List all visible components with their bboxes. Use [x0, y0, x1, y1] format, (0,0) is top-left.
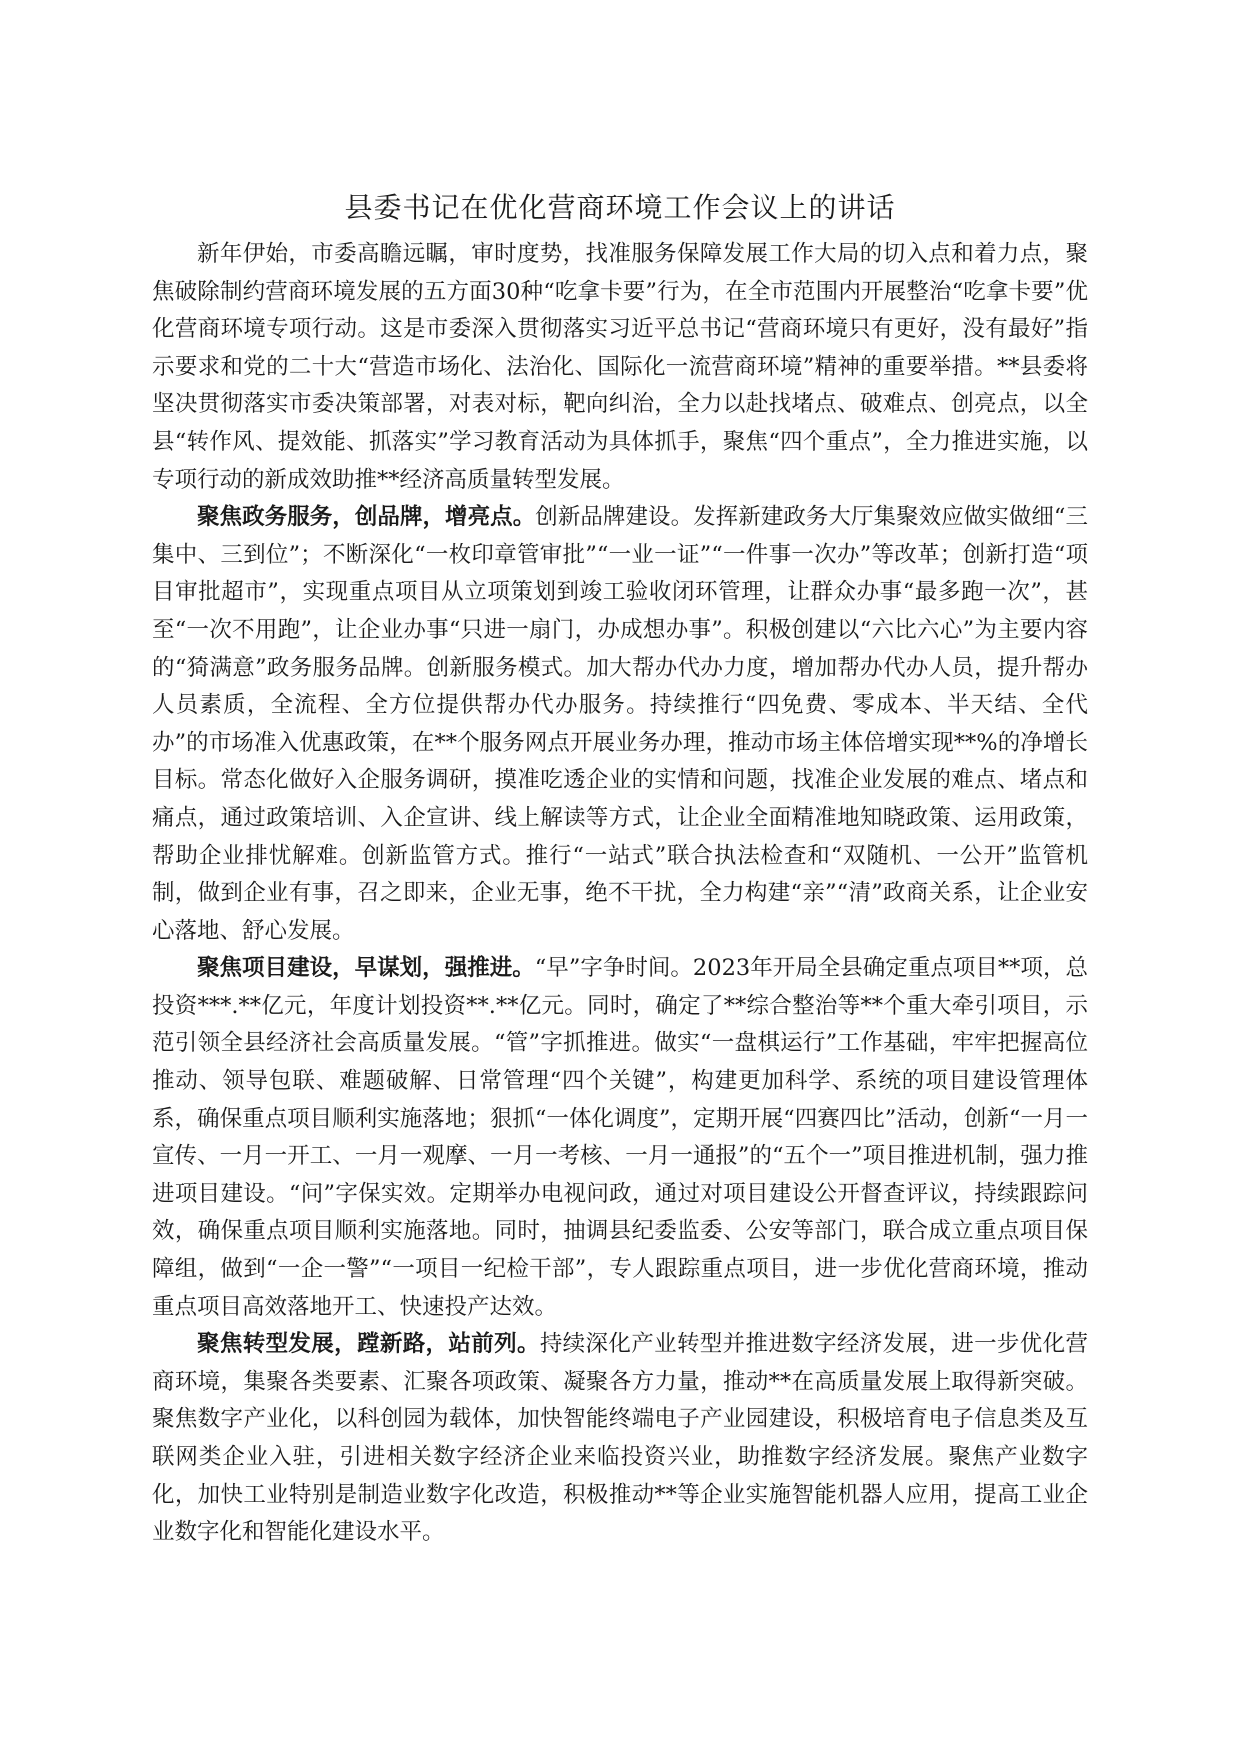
paragraph-government-services [152, 499, 1088, 950]
paragraph-project-construction [152, 950, 1088, 1326]
document-title: 县委书记在优化营商环境工作会议上的讲话 [344, 191, 896, 224]
paragraph-text: 新年伊始，市委高瞻远瞩，审时度势，找准服务保障发展工作大局的切入点和着力点，聚焦破除制约营商环境发展的五方面30种“吃拿卡要”行为，在全市范围内开展整治“吃拿卡要”优化营商环境专项行动。这是市委深入贯彻落实习近平总书记“营商环境只有更好，没有最好”指示要求和党的二十大“营造市场化、法治化、国际化一流营商环境”精神的重要举措。**县委将坚决贯彻落实市委决策部署，对表对标，靶向纠治，全力以赴找堵点、破难点、创亮点，以全县“转作风、提效能、抓落实”学习教育活动为具体抓手，聚焦“四个重点”，全力推进实施，以专项行动的新成效助推**经济高质量转型发展。 [152, 241, 1088, 493]
document-page [152, 190, 1088, 1552]
paragraph-text: 持续深化产业转型并推进数字经济发展，进一步优化营商环境，集聚各类要素、汇聚各项政策、凝聚各方力量，推动**在高质量发展上取得新突破。聚焦数字产业化，以科创园为载体，加快智能终端电子产业园建设，积极培育电子信息类及互联网类企业入驻，引进相关数字经济企业来临投资兴业，助推数字经济发展。聚焦产业数字化，加快工业特别是制造业数字化改造，积极推动**等企业实施智能机器人应用，提高工业企业数字化和智能化建设水平。 [152, 1331, 1088, 1546]
paragraph-lead: 聚焦转型发展，蹚新路，站前列。 [197, 1331, 540, 1358]
paragraph-intro [152, 236, 1088, 499]
paragraph-lead: 聚焦项目建设，早谋划，强推进。 [197, 955, 535, 982]
paragraph-text: “早”字争时间。2023年开局全县确定重点项目**项，总投资***.**亿元，年度计划投资**.**亿元。同时，确定了**综合整治等**个重大牵引项目，示范引领全县经济社会高质量发展。“管”字抓推进。做实“一盘棋运行”工作基础，牢牢把握高位推动、领导包联、难题破解、日常管理“四个关键”，构建更加科学、系统的项目建设管理体系，确保重点项目顺利实施落地；狠抓“一体化调度”，定期开展“四赛四比”活动，创新“一月一宣传、一月一开工、一月一观摩、一月一考核、一月一通报”的“五个一”项目推进机制，强力推进项目建设。“问”字保实效。定期举办电视问政，通过对项目建设公开督查评议，持续跟踪问效，确保重点项目顺利实施落地。同时，抽调县纪委监委、公安等部门，联合成立重点项目保障组，做到“一企一警”“一项目一纪检干部”，专人跟踪重点项目，进一步优化营商环境，推动重点项目高效落地开工、快速投产达效。 [152, 955, 1088, 1320]
paragraph-lead: 聚焦政务服务，创品牌，增亮点。 [197, 504, 536, 531]
paragraph-transformation [152, 1326, 1088, 1552]
paragraph-text: 创新品牌建设。发挥新建政务大厅集聚效应做实做细“三集中、三到位”；不断深化“一枚印章管审批”“一业一证”“一件事一次办”等改革；创新打造“项目审批超市”，实现重点项目从立项策划到竣工验收闭环管理，让群众办事“最多跑一次”，甚至“一次不用跑”，让企业办事“只进一扇门，办成想办事”。积极创建以“六比六心”为主要内容的“猗满意”政务服务品牌。创新服务模式。加大帮办代办力度，增加帮办代办人员，提升帮办人员素质，全流程、全方位提供帮办代办服务。持续推行“四免费、零成本、半天结、全代办”的市场准入优惠政策，在**个服务网点开展业务办理，推动市场主体倍增实现**%的净增长目标。常态化做好入企服务调研，摸准吃透企业的实情和问题，找准企业发展的难点、堵点和痛点，通过政策培训、入企宣讲、线上解读等方式，让企业全面精准地知晓政策、运用政策，帮助企业排忧解难。创新监管方式。推行“一站式”联合执法检查和“双随机、一公开”监管机制，做到企业有事，召之即来，企业无事，绝不干扰，全力构建“亲”“清”政商关系，让企业安心落地、舒心发展。 [152, 504, 1088, 944]
